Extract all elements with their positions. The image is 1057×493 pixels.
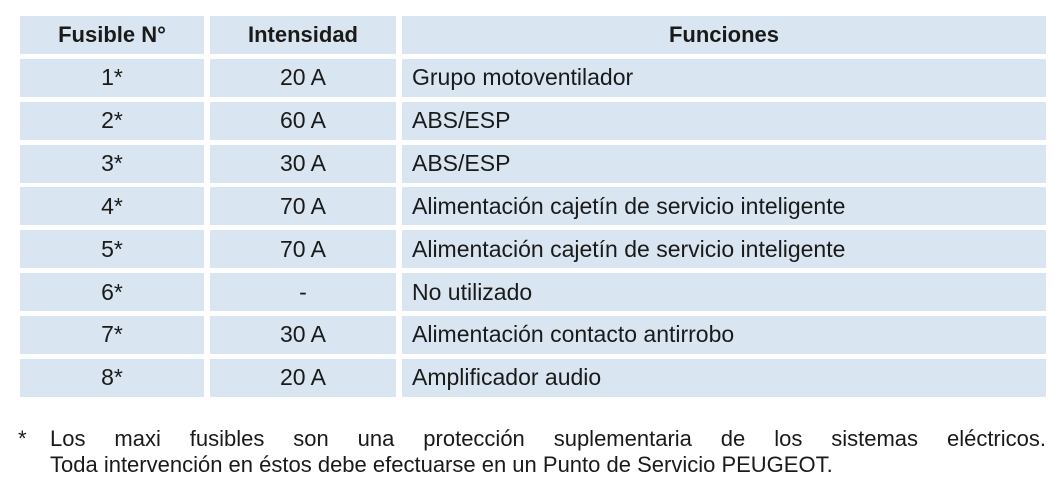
fuse-number-cell: 3*: [20, 145, 204, 183]
table-row: [20, 145, 1046, 183]
function-cell: Alimentación cajetín de servicio inteligente: [402, 230, 1046, 268]
function-cell: Alimentación contacto antirrobo: [402, 316, 1046, 354]
function-cell: Alimentación cajetín de servicio inteligente: [402, 187, 1046, 225]
intensity-cell: 20 A: [210, 359, 396, 397]
footnote-line-1: Los maxi fusibles son una protección suplementaria de los sistemas eléctricos.: [50, 426, 1046, 451]
table-row: [20, 102, 1046, 140]
function-cell: ABS/ESP: [402, 145, 1046, 183]
intensity-cell: 20 A: [210, 59, 396, 97]
intensity-cell: -: [210, 273, 396, 311]
function-cell: Grupo motoventilador: [402, 59, 1046, 97]
intensity-cell: 60 A: [210, 102, 396, 140]
footnote-text: [50, 426, 1046, 478]
fuse-number-cell: 7*: [20, 316, 204, 354]
intensity-cell: 70 A: [210, 187, 396, 225]
fuse-table: [20, 16, 1046, 402]
function-cell: No utilizado: [402, 273, 1046, 311]
intensity-cell: 30 A: [210, 145, 396, 183]
table-row: [20, 316, 1046, 354]
table-row: [20, 230, 1046, 268]
fuse-number-cell: 5*: [20, 230, 204, 268]
function-cell: Amplificador audio: [402, 359, 1046, 397]
footnote-line-2: Toda intervención en éstos debe efectuarse en un Punto de Servicio PEUGEOT.: [50, 452, 833, 477]
fuse-number-cell: 1*: [20, 59, 204, 97]
intensity-cell: 70 A: [210, 230, 396, 268]
header-fuse-number: Fusible N°: [20, 16, 204, 54]
header-functions: Funciones: [402, 16, 1046, 54]
fuse-number-cell: 6*: [20, 273, 204, 311]
fuse-number-cell: 2*: [20, 102, 204, 140]
function-cell: ABS/ESP: [402, 102, 1046, 140]
header-intensity: Intensidad: [210, 16, 396, 54]
table-row: [20, 59, 1046, 97]
table-row: [20, 187, 1046, 225]
footnote: [18, 426, 1048, 478]
table-row: [20, 273, 1046, 311]
intensity-cell: 30 A: [210, 316, 396, 354]
table-header-row: [20, 16, 1046, 54]
footnote-marker: *: [18, 426, 27, 451]
table-row: [20, 359, 1046, 397]
fuse-number-cell: 8*: [20, 359, 204, 397]
fuse-number-cell: 4*: [20, 187, 204, 225]
